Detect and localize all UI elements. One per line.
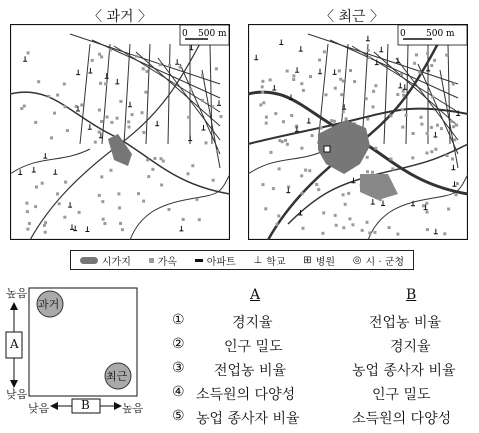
house bbox=[301, 192, 304, 195]
house bbox=[292, 74, 295, 77]
house bbox=[26, 210, 29, 213]
y-axis-label: A bbox=[10, 337, 19, 351]
house bbox=[262, 101, 265, 104]
house bbox=[455, 193, 458, 196]
house bbox=[216, 150, 219, 153]
house bbox=[262, 183, 265, 186]
map-legend bbox=[70, 250, 414, 270]
house bbox=[261, 85, 264, 88]
legend-label: 아파트 bbox=[206, 256, 236, 268]
house bbox=[215, 67, 218, 70]
house bbox=[335, 224, 338, 227]
house bbox=[127, 120, 130, 123]
house bbox=[103, 222, 106, 225]
house bbox=[160, 157, 163, 160]
house bbox=[44, 221, 47, 224]
house bbox=[43, 224, 46, 227]
house bbox=[34, 121, 37, 124]
house bbox=[347, 192, 350, 195]
hospital-icon: ⊞ bbox=[303, 254, 312, 266]
house bbox=[37, 80, 40, 83]
house bbox=[396, 93, 399, 96]
house bbox=[201, 99, 204, 102]
house bbox=[99, 82, 102, 85]
house bbox=[277, 215, 280, 218]
house bbox=[64, 181, 67, 184]
house bbox=[425, 202, 428, 205]
house bbox=[368, 232, 371, 235]
house bbox=[116, 117, 119, 120]
past-map bbox=[10, 24, 230, 240]
scale-distance: 500 m bbox=[426, 29, 455, 39]
house bbox=[445, 54, 448, 57]
house bbox=[56, 192, 59, 195]
house bbox=[281, 140, 284, 143]
comparison-graph bbox=[0, 280, 160, 430]
y-axis-high: 높음 bbox=[6, 287, 28, 300]
house bbox=[117, 192, 120, 195]
house bbox=[26, 228, 29, 231]
house bbox=[187, 116, 190, 119]
house bbox=[372, 105, 375, 108]
house bbox=[119, 100, 122, 103]
house bbox=[118, 206, 121, 209]
house bbox=[371, 171, 374, 174]
urban-area-icon bbox=[80, 257, 98, 264]
house bbox=[290, 114, 293, 117]
house bbox=[141, 111, 144, 114]
hospital-marker bbox=[324, 146, 330, 152]
house bbox=[345, 117, 348, 120]
house bbox=[110, 169, 113, 172]
house bbox=[411, 156, 414, 159]
house bbox=[447, 208, 450, 211]
choice-2-b: 경지율 bbox=[390, 339, 431, 355]
house bbox=[205, 141, 208, 144]
house bbox=[27, 51, 30, 54]
house bbox=[304, 169, 307, 172]
house bbox=[340, 93, 343, 96]
legend-item bbox=[353, 253, 404, 268]
house bbox=[450, 120, 453, 123]
house bbox=[142, 200, 145, 203]
house bbox=[50, 136, 53, 139]
house bbox=[100, 120, 103, 123]
house bbox=[330, 119, 333, 122]
legend-label: 병원 bbox=[315, 256, 335, 268]
house bbox=[373, 231, 376, 234]
house bbox=[100, 175, 103, 178]
house bbox=[431, 96, 434, 99]
house bbox=[365, 97, 368, 100]
house bbox=[418, 71, 421, 74]
house bbox=[168, 64, 171, 67]
house bbox=[98, 109, 101, 112]
house bbox=[20, 107, 23, 110]
scale-zero: 0 bbox=[400, 29, 406, 39]
house bbox=[366, 170, 369, 173]
house bbox=[353, 80, 356, 83]
house bbox=[430, 126, 433, 129]
house bbox=[426, 132, 429, 135]
house bbox=[261, 80, 264, 83]
house bbox=[261, 91, 264, 94]
house bbox=[211, 105, 214, 108]
house bbox=[308, 169, 311, 172]
house bbox=[309, 75, 312, 78]
house bbox=[153, 157, 156, 160]
house bbox=[318, 59, 321, 62]
house bbox=[426, 52, 429, 55]
house bbox=[121, 228, 124, 231]
choice-2-num[interactable]: ② bbox=[172, 336, 185, 352]
legend-item bbox=[80, 253, 131, 268]
house bbox=[128, 126, 131, 129]
house bbox=[302, 227, 305, 230]
house bbox=[212, 179, 215, 182]
house bbox=[415, 53, 418, 56]
house bbox=[64, 105, 67, 108]
house bbox=[400, 73, 403, 76]
legend-item bbox=[195, 253, 236, 268]
city-hall-icon: ◎ bbox=[352, 254, 362, 266]
legend-label: 시가지 bbox=[101, 256, 131, 268]
house bbox=[366, 156, 369, 159]
legend-item bbox=[253, 253, 285, 268]
house bbox=[391, 167, 394, 170]
house bbox=[317, 188, 320, 191]
house bbox=[323, 50, 326, 53]
house bbox=[338, 69, 341, 72]
house bbox=[44, 231, 47, 234]
house bbox=[451, 158, 454, 161]
house bbox=[402, 90, 405, 93]
house bbox=[189, 88, 192, 91]
house bbox=[195, 198, 198, 201]
house bbox=[436, 124, 439, 127]
house bbox=[366, 118, 369, 121]
house bbox=[102, 218, 105, 221]
legend-item bbox=[149, 253, 177, 268]
house bbox=[300, 147, 303, 150]
house bbox=[342, 226, 345, 229]
house bbox=[28, 222, 31, 225]
house bbox=[198, 218, 201, 221]
house bbox=[220, 115, 223, 118]
house bbox=[160, 184, 163, 187]
choice-2-a: 인구 밀도 bbox=[224, 339, 283, 355]
house bbox=[94, 141, 97, 144]
house bbox=[372, 90, 375, 93]
house bbox=[182, 218, 185, 221]
choice-5-num[interactable]: ⑤ bbox=[172, 408, 185, 424]
house bbox=[201, 74, 204, 77]
legend-label: 학교 bbox=[266, 256, 286, 268]
x-axis-high: 높음 bbox=[122, 402, 144, 415]
header-a: A bbox=[250, 287, 261, 303]
past-map-title: 〈 과거 〉 bbox=[88, 9, 152, 25]
scale-zero: 0 bbox=[182, 29, 188, 39]
house bbox=[402, 94, 405, 97]
house bbox=[58, 202, 61, 205]
house bbox=[452, 83, 455, 86]
house bbox=[342, 110, 345, 113]
house bbox=[443, 232, 446, 235]
house bbox=[426, 211, 429, 214]
house bbox=[286, 70, 289, 73]
house bbox=[342, 80, 345, 83]
house bbox=[274, 112, 277, 115]
house bbox=[265, 116, 268, 119]
house bbox=[109, 48, 112, 51]
house bbox=[135, 55, 138, 58]
house bbox=[98, 53, 101, 56]
house bbox=[413, 62, 416, 65]
house bbox=[452, 125, 455, 128]
house bbox=[142, 131, 145, 134]
house bbox=[53, 112, 56, 115]
x-axis-low: 낮음 bbox=[28, 402, 50, 415]
house bbox=[284, 139, 287, 142]
school-icon: ⊥ bbox=[253, 254, 263, 266]
house bbox=[300, 82, 303, 85]
house bbox=[187, 172, 190, 175]
house bbox=[344, 203, 347, 206]
house bbox=[47, 95, 50, 98]
choice-4-a: 소득원의 다양성 bbox=[196, 387, 296, 403]
house bbox=[426, 152, 429, 155]
house bbox=[41, 182, 44, 185]
house bbox=[348, 217, 351, 220]
house bbox=[342, 193, 345, 196]
house bbox=[66, 129, 69, 132]
house bbox=[292, 78, 295, 81]
house bbox=[390, 158, 393, 161]
house bbox=[56, 94, 59, 97]
house bbox=[144, 91, 147, 94]
house bbox=[434, 148, 437, 151]
choice-5-a: 농업 종사자 비율 bbox=[196, 411, 300, 427]
house bbox=[311, 134, 314, 137]
recent-point-label: 최근 bbox=[106, 370, 128, 383]
house bbox=[78, 211, 81, 214]
house bbox=[426, 228, 429, 231]
house bbox=[270, 151, 273, 154]
choice-3-num[interactable]: ③ bbox=[172, 360, 185, 376]
house bbox=[100, 55, 103, 58]
recent-map-title: 〈 최근 〉 bbox=[320, 9, 384, 25]
house bbox=[75, 105, 78, 108]
house bbox=[349, 69, 352, 72]
house bbox=[390, 114, 393, 117]
house bbox=[159, 63, 162, 66]
y-axis-low: 낮음 bbox=[6, 388, 28, 401]
house bbox=[351, 223, 354, 226]
house bbox=[286, 143, 289, 146]
house bbox=[35, 186, 38, 189]
house bbox=[321, 232, 324, 235]
choice-4-b: 인구 밀도 bbox=[372, 387, 431, 403]
recent-map bbox=[248, 24, 468, 240]
house bbox=[334, 87, 337, 90]
house bbox=[179, 66, 182, 69]
house bbox=[361, 229, 364, 232]
house bbox=[151, 168, 154, 171]
house bbox=[275, 223, 278, 226]
choice-1-a: 경지율 bbox=[232, 315, 273, 331]
house bbox=[446, 154, 449, 157]
house bbox=[339, 78, 342, 81]
house bbox=[142, 67, 145, 70]
house bbox=[282, 120, 285, 123]
choice-3-a: 전업농 비율 bbox=[214, 363, 287, 379]
house bbox=[325, 93, 328, 96]
scale-distance: 500 m bbox=[198, 29, 227, 39]
house bbox=[145, 70, 148, 73]
house bbox=[396, 233, 399, 236]
house bbox=[420, 116, 423, 119]
house bbox=[422, 204, 425, 207]
house bbox=[374, 147, 377, 150]
house bbox=[104, 82, 107, 85]
choice-1-b: 전업농 비율 bbox=[369, 315, 442, 331]
house bbox=[388, 226, 391, 229]
house bbox=[98, 131, 101, 134]
house bbox=[98, 194, 101, 197]
house bbox=[110, 121, 113, 124]
house bbox=[320, 127, 323, 130]
choice-5-b: 소득원의 다양성 bbox=[352, 411, 452, 427]
past-point-label: 과거 bbox=[38, 298, 60, 311]
house bbox=[334, 214, 337, 217]
house bbox=[137, 192, 140, 195]
house bbox=[367, 49, 370, 52]
house bbox=[269, 78, 272, 81]
house bbox=[101, 200, 104, 203]
house bbox=[91, 59, 94, 62]
house bbox=[272, 187, 275, 190]
house bbox=[25, 202, 28, 205]
legend-label: 가옥 bbox=[157, 256, 177, 268]
choice-4-num[interactable]: ④ bbox=[172, 384, 185, 400]
house bbox=[302, 89, 305, 92]
house bbox=[259, 103, 262, 106]
house bbox=[265, 122, 268, 125]
house bbox=[401, 126, 404, 129]
house bbox=[430, 64, 433, 67]
house bbox=[322, 211, 325, 214]
house bbox=[315, 183, 318, 186]
legend-label: 시 · 군청 bbox=[365, 256, 405, 268]
house bbox=[412, 132, 415, 135]
apartment-icon bbox=[195, 259, 203, 262]
choice-3-b: 농업 종사자 비율 bbox=[352, 363, 456, 379]
house bbox=[401, 108, 404, 111]
house bbox=[455, 124, 458, 127]
house bbox=[63, 83, 66, 86]
house bbox=[405, 114, 408, 117]
house bbox=[333, 120, 336, 123]
house bbox=[300, 174, 303, 177]
x-axis-label: B bbox=[81, 398, 90, 412]
house bbox=[63, 216, 66, 219]
house-icon bbox=[149, 258, 154, 263]
house bbox=[146, 158, 149, 161]
house bbox=[430, 150, 433, 153]
house bbox=[440, 127, 443, 130]
house bbox=[168, 208, 171, 211]
house bbox=[368, 56, 371, 59]
house bbox=[374, 84, 377, 87]
house bbox=[106, 116, 109, 119]
house bbox=[433, 59, 436, 62]
legend-item bbox=[303, 253, 335, 268]
house bbox=[80, 104, 83, 107]
house bbox=[278, 167, 281, 170]
house bbox=[456, 182, 459, 185]
header-b: B bbox=[406, 287, 417, 303]
house bbox=[131, 113, 134, 116]
house bbox=[453, 138, 456, 141]
house bbox=[366, 221, 369, 224]
house bbox=[191, 164, 194, 167]
house bbox=[147, 175, 150, 178]
house bbox=[264, 207, 267, 210]
house bbox=[420, 123, 423, 126]
choice-1-num[interactable]: ① bbox=[172, 312, 185, 328]
house bbox=[119, 222, 122, 225]
house bbox=[34, 205, 37, 208]
